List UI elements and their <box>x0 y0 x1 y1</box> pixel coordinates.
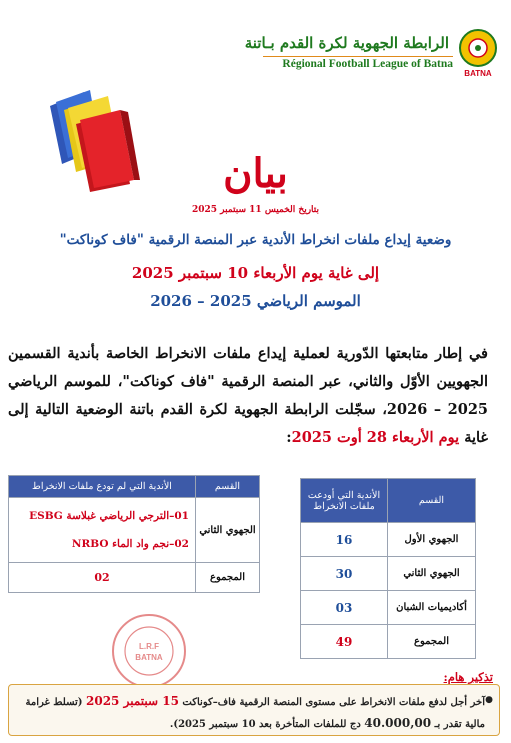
main-paragraph-deadline: يوم الأربعاء 28 أوت 2025 <box>291 429 460 446</box>
reminder-text <box>19 691 485 735</box>
missing-club-2: 02–نجم واد الماء NRBO <box>71 538 189 550</box>
document-date: بتاريخ الخميس 11 سبتمبر 2025 <box>191 205 320 215</box>
reminder-title: تذكير هام: <box>443 670 493 684</box>
missing-clubs-table <box>8 475 260 593</box>
table-total-row <box>9 563 260 593</box>
bullet-icon: ● <box>485 695 493 705</box>
division-cell: الجهوي الأول <box>388 523 476 557</box>
division-cell: الجهوي الثاني <box>196 498 260 563</box>
document-subtitle-1: وضعية إيداع ملفات انخراط الأندية عبر المنصة الرقمية "فاف كوناكت" <box>59 232 452 248</box>
total-value-cell: 02 <box>9 563 196 593</box>
submitted-header-clubs: الأندية التي أودعت ملفات الانخراط <box>301 479 388 523</box>
missing-header-division: القسم <box>196 476 260 498</box>
official-stamp <box>110 612 188 690</box>
total-label-cell: المجموع <box>196 563 260 593</box>
document-subtitle-2: إلى غاية يوم الأربعاء 10 سبتمبر 2025 <box>131 264 380 282</box>
reminder-text-middle: (تسلط غرامة مالية تقدر بـ <box>25 697 485 730</box>
svg-text:BATNA: BATNA <box>135 653 163 662</box>
svg-text:L.R.F: L.R.F <box>139 642 159 651</box>
main-paragraph-end: : <box>286 429 292 446</box>
reminder-text-end: دج للملفات المتأخرة بعد 10 سبتمبر 2025). <box>169 719 365 730</box>
main-paragraph <box>8 340 488 452</box>
table-row <box>9 498 260 563</box>
table-total-row <box>301 625 476 659</box>
logo-label: BATNA <box>464 69 492 78</box>
total-label-cell: المجموع <box>388 625 476 659</box>
count-cell: 03 <box>301 591 388 625</box>
document-title: بيان <box>223 150 288 197</box>
reminder-text-start: آخر أجل لدفع ملفات الانخراط على مستوى المنصة الرقمية فاف–كوناكت <box>178 697 485 708</box>
total-value-cell: 49 <box>301 625 388 659</box>
league-english-title: Régional Football League of Batna <box>282 58 453 70</box>
division-cell: أكاديميات الشبان <box>388 591 476 625</box>
league-logo <box>453 26 503 80</box>
document-subtitle-season: الموسم الرياضي 2025 – 2026 <box>150 292 361 310</box>
league-arabic-title: الرابطة الجهوية لكرة القدم بـاتنة <box>244 34 449 52</box>
reminder-deadline: 15 سبتمبر 2025 <box>86 694 179 708</box>
missing-clubs-cell <box>9 498 196 563</box>
header-divider <box>263 56 453 57</box>
main-paragraph-text: في إطار متابعتها الدّورية لعملية إيداع ملفات الانخراط الخاصة بأندية القسمين الجهويين الأوّل والثاني، عبر المنصة الرقمية "فاف كوناكت"، للموسم الرياضي 2025 – 2026، سجّلت الرابطة الجهوية لكرة القدم باتنة الوضعية التالية إلى غاية <box>8 345 488 446</box>
division-cell: الجهوي الثاني <box>388 557 476 591</box>
table-row <box>301 557 476 591</box>
count-cell: 30 <box>301 557 388 591</box>
submitted-header-division: القسم <box>388 479 476 523</box>
table-row <box>301 523 476 557</box>
missing-header-clubs: الأندية التي لم تودع ملفات الانخراط <box>9 476 196 498</box>
count-cell: 16 <box>301 523 388 557</box>
submitted-clubs-table <box>300 478 476 659</box>
reminder-box <box>8 684 500 736</box>
table-row <box>301 591 476 625</box>
reminder-amount: 40.000,00 <box>364 716 432 730</box>
missing-club-1: 01–الترجي الرياضي غبلاسة ESBG <box>29 510 189 522</box>
